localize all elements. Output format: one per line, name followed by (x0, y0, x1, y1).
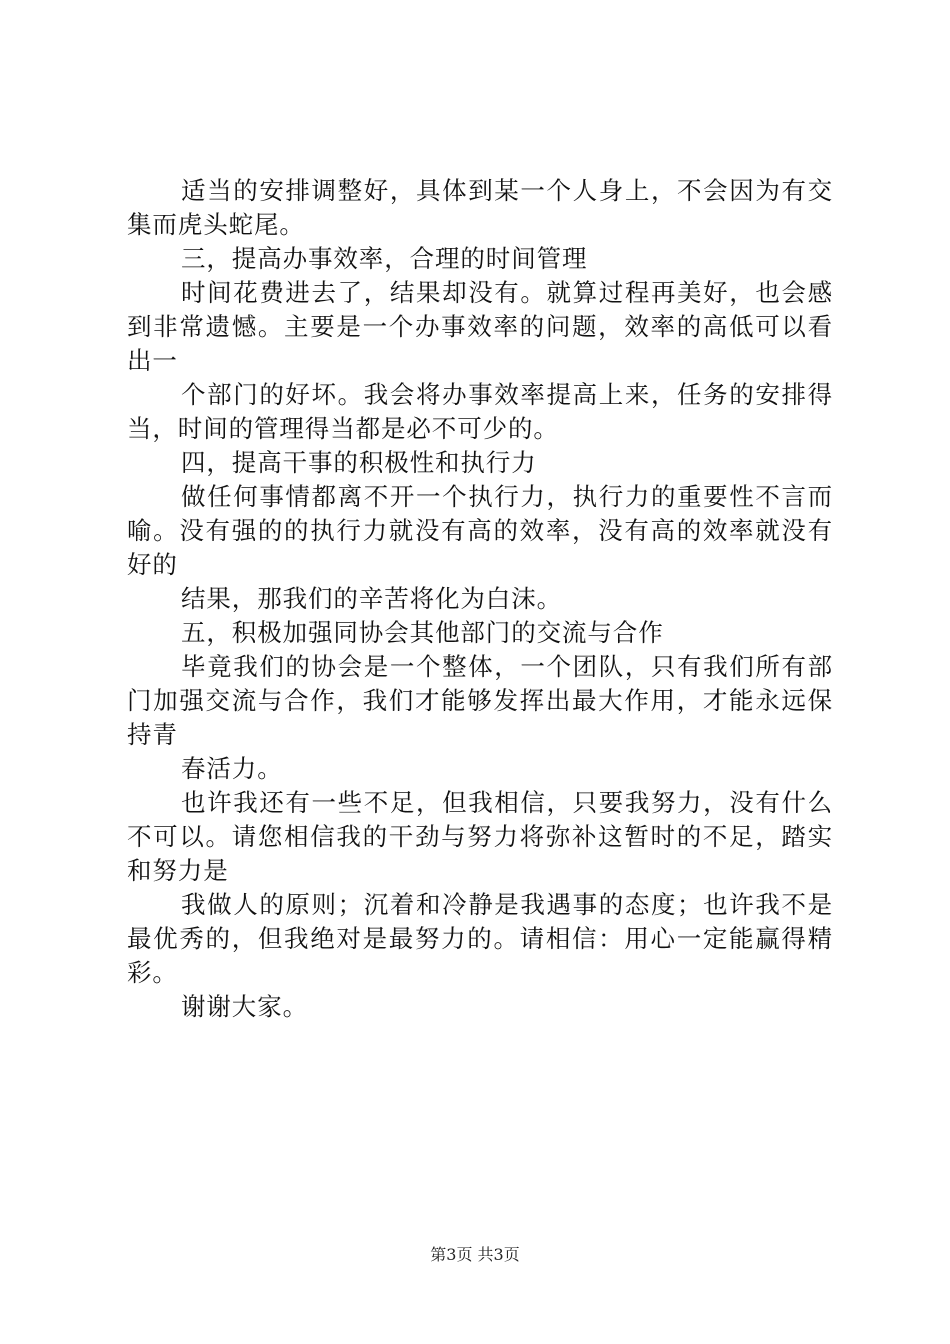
paragraph-8: 也许我还有一些不足，但我相信，只要我努力，没有什么不可以。请您相信我的干劲与努力将弥补这暂时的不足，踏实和努力是 (127, 788, 833, 885)
section-heading-3: 三，提高办事效率，合理的时间管理 (181, 244, 588, 273)
paragraph-2: 时间花费进去了，结果却没有。就算过程再美好，也会感到非常遗憾。主要是一个办事效率的问题，效率的高低可以看出一 (127, 278, 833, 375)
paragraph-6: 毕竟我们的协会是一个整体，一个团队，只有我们所有部门加强交流与合作，我们才能够发挥出最大作用，才能永远保持青 (127, 652, 833, 749)
paragraph-4: 做任何事情都离不开一个执行力，执行力的重要性不言而喻。没有强的的执行力就没有高的效率，没有高的效率就没有好的 (127, 482, 833, 579)
closing-line: 谢谢大家。 (181, 992, 308, 1021)
page-number: 第3页 共3页 (430, 1245, 520, 1264)
paragraph-7: 春活力。 (181, 754, 283, 783)
document-body (127, 174, 833, 1024)
paragraph-1: 适当的安排调整好，具体到某一个人身上，不会因为有交集而虎头蛇尾。 (127, 176, 833, 239)
paragraph-5: 结果，那我们的辛苦将化为白沫。 (181, 584, 562, 613)
section-heading-4: 四，提高干事的积极性和执行力 (181, 448, 537, 477)
paragraph-9: 我做人的原则；沉着和冷静是我遇事的态度；也许我不是最优秀的，但我绝对是最努力的。请相信：用心一定能赢得精彩。 (127, 890, 833, 987)
paragraph-3: 个部门的好坏。我会将办事效率提高上来，任务的安排得当，时间的管理得当都是必不可少的。 (127, 380, 833, 443)
section-heading-5: 五，积极加强同协会其他部门的交流与合作 (181, 618, 664, 647)
page-footer (0, 1244, 950, 1266)
